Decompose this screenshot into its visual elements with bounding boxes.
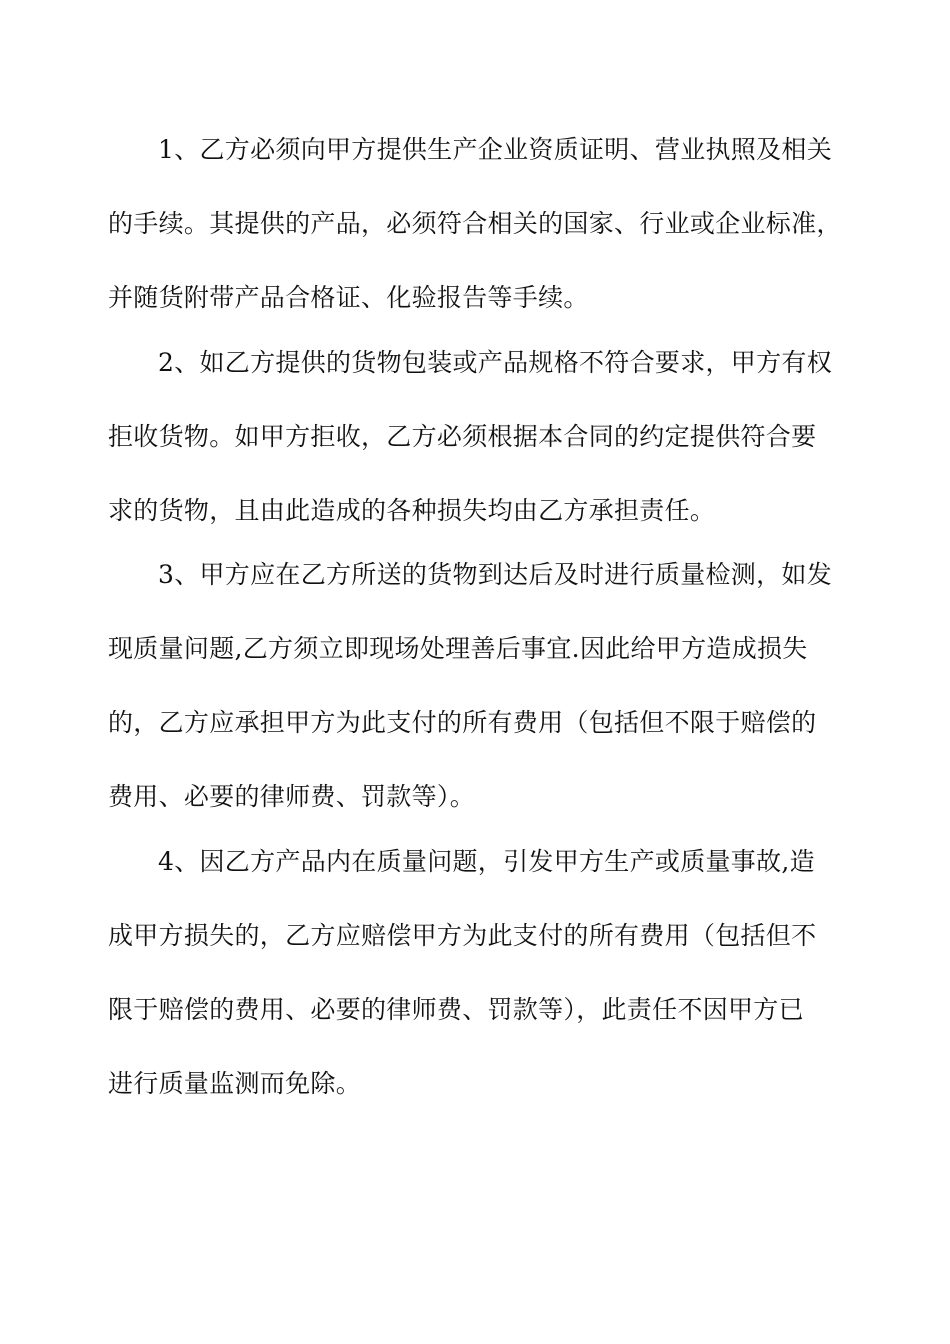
clause-3-line-3: 的，乙方应承担甲方为此支付的所有费用（包括但不限于赔偿的: [108, 708, 817, 737]
clause-4-line-2: 成甲方损失的，乙方应赔偿甲方为此支付的所有费用（包括但不: [108, 921, 817, 950]
clause-3-line-1: 3、甲方应在乙方所送的货物到达后及时进行质量检测，如发: [158, 560, 833, 589]
clause-1-line-2: 的手续。其提供的产品，必须符合相关的国家、行业或企业标准，: [108, 209, 842, 238]
clause-4-line-1: 4、因乙方产品内在质量问题，引发甲方生产或质量事故,造: [158, 847, 815, 876]
clause-3-line-4: 费用、必要的律师费、罚款等）。: [108, 782, 476, 811]
clause-1-line-3: 并随货附带产品合格证、化验报告等手续。: [108, 283, 589, 312]
clause-3-line-2: 现质量问题,乙方须立即现场处理善后事宜.因此给甲方造成损失: [108, 634, 808, 663]
clause-4-line-4: 进行质量监测而免除。: [108, 1069, 362, 1098]
clause-4-line-3: 限于赔偿的费用、必要的律师费、罚款等），此责任不因甲方已: [108, 995, 804, 1024]
clause-2-line-3: 求的货物，且由此造成的各种损失均由乙方承担责任。: [108, 496, 716, 525]
clause-2-line-2: 拒收货物。如甲方拒收，乙方必须根据本合同的约定提供符合要: [108, 422, 817, 451]
clause-2-line-1: 2、如乙方提供的货物包装或产品规格不符合要求，甲方有权: [158, 348, 833, 377]
clause-1-line-1: 1、乙方必须向甲方提供生产企业资质证明、营业执照及相关: [158, 135, 833, 164]
